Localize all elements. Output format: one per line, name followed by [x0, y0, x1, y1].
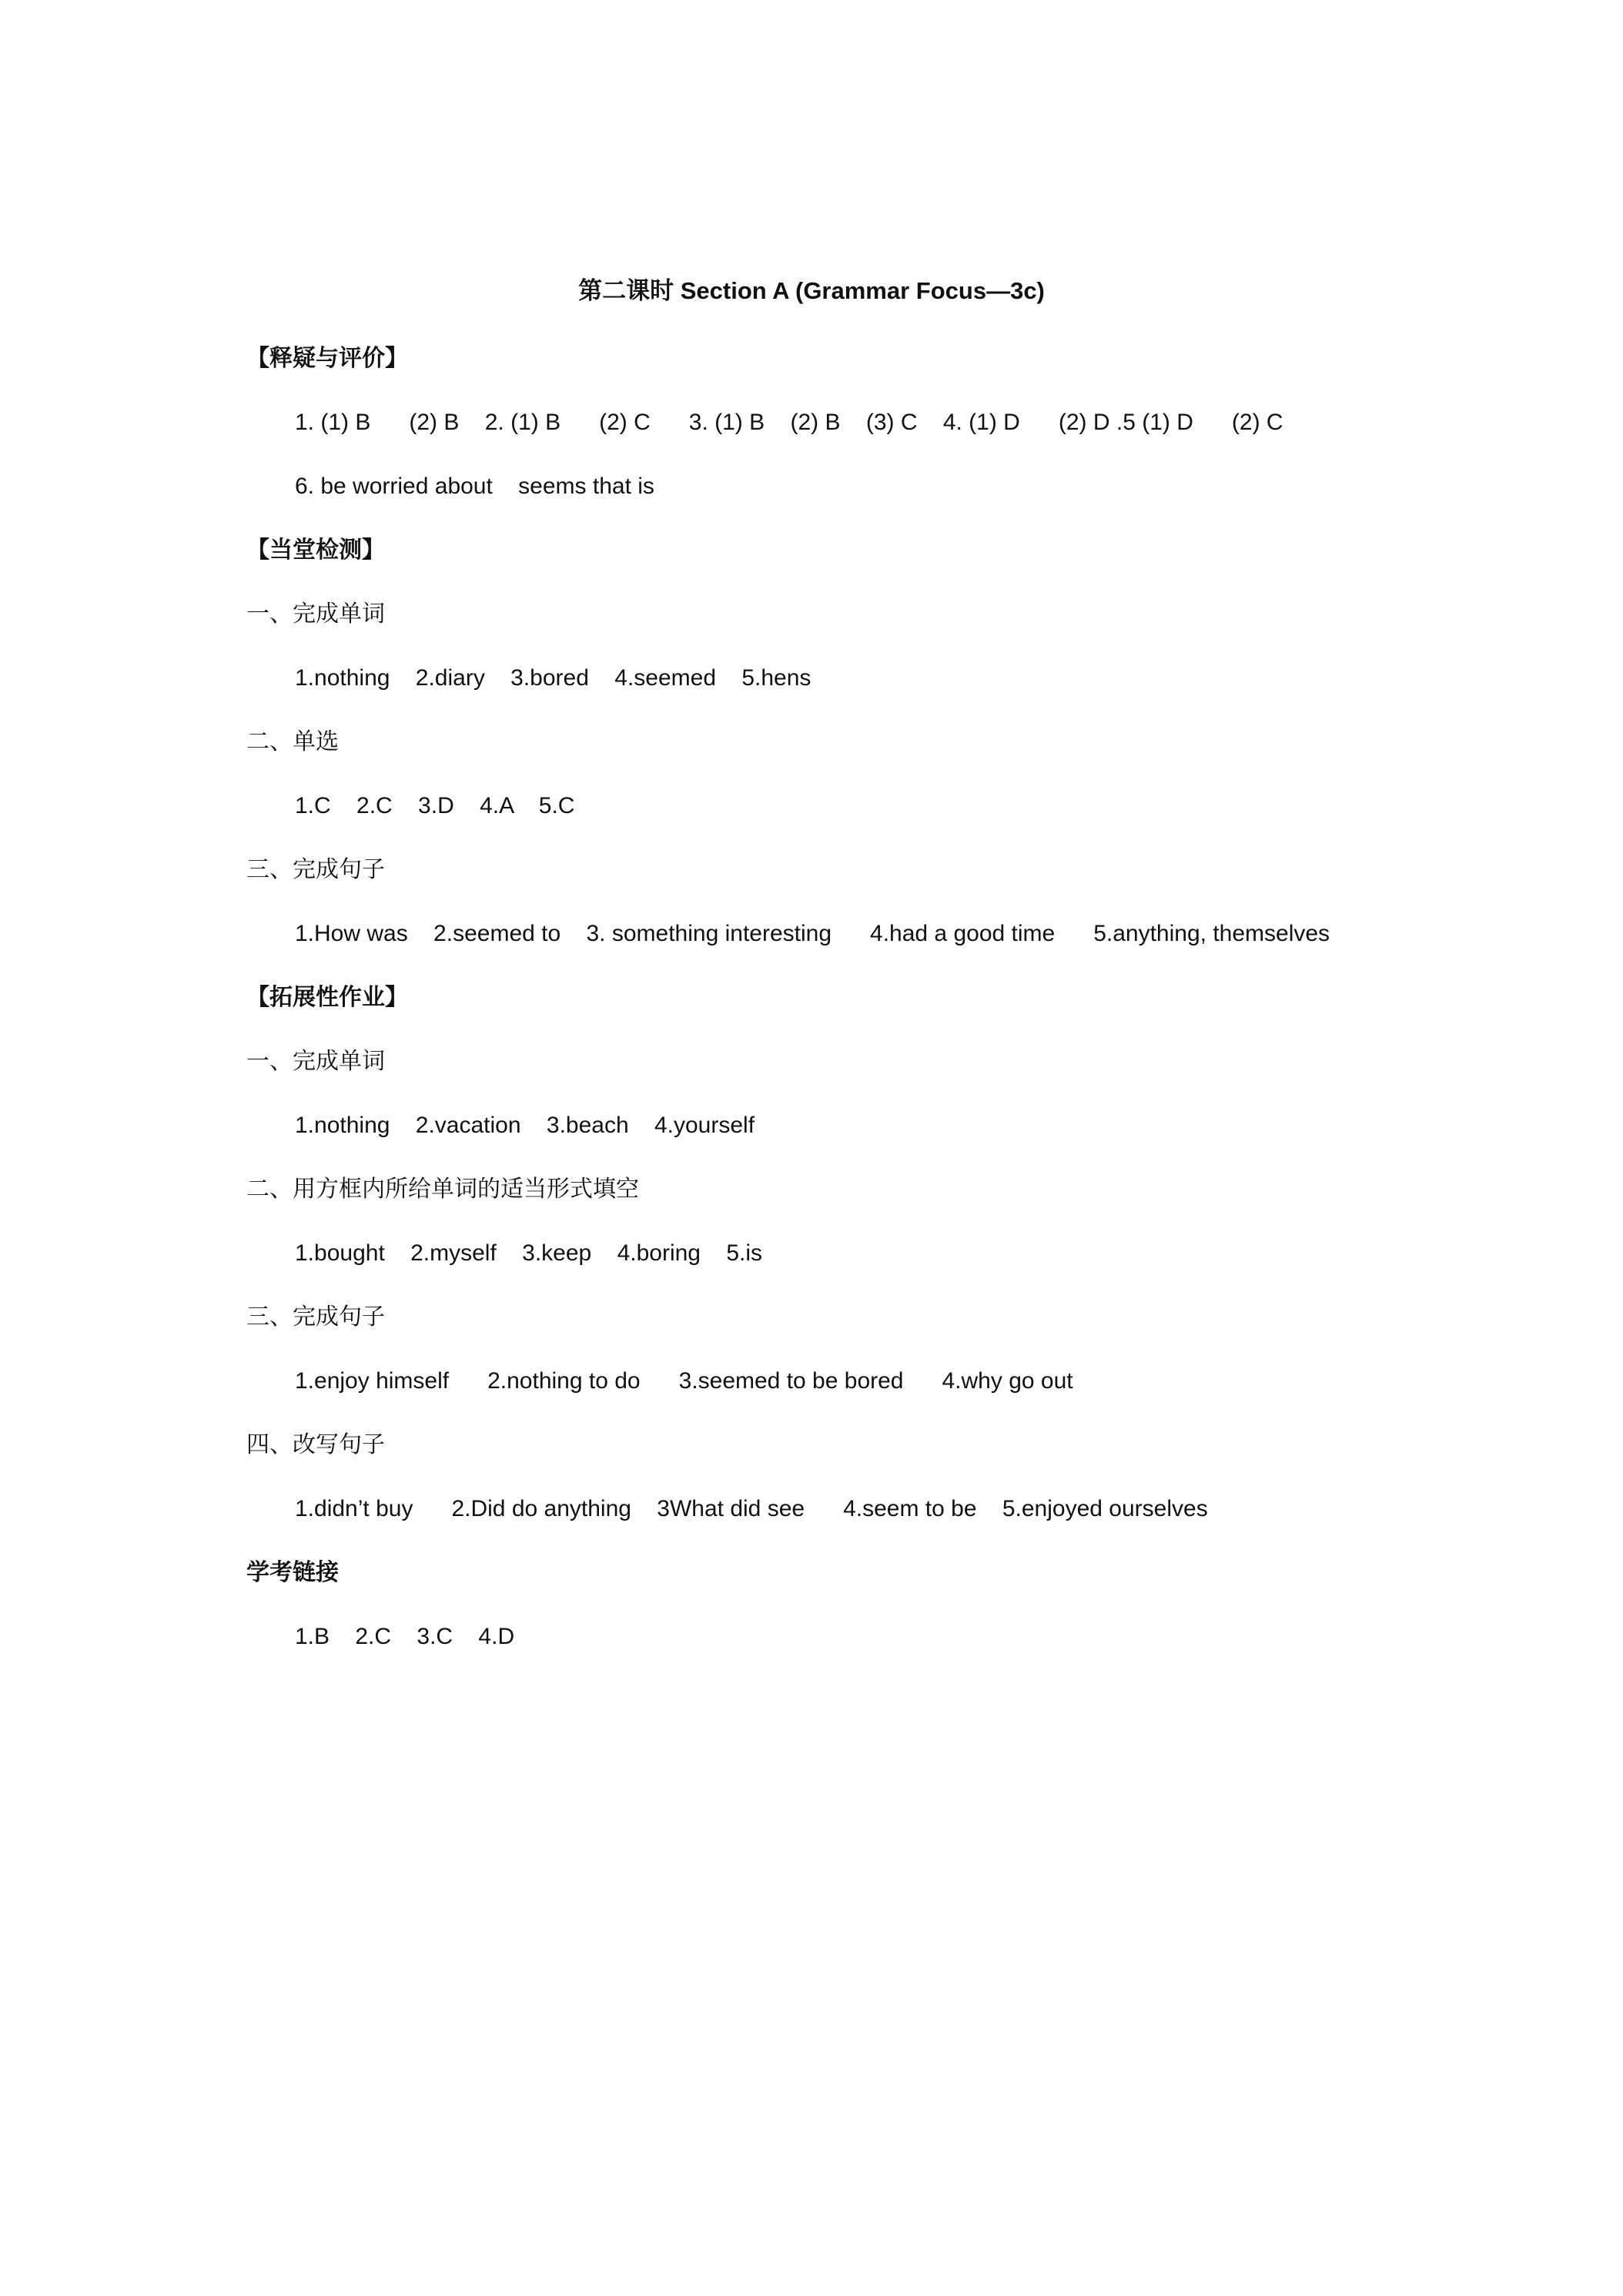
answer-line: 1.nothing 2.diary 3.bored 4.seemed 5.hens: [295, 665, 812, 691]
section-heading-extended-homework: 【拓展性作业】: [246, 985, 408, 1010]
subsection-title: 三、完成句子: [246, 1304, 385, 1330]
answer-line: 1.nothing 2.vacation 3.beach 4.yourself: [295, 1113, 755, 1138]
subsection-title: 四、改写句子: [246, 1432, 385, 1458]
answer-line: 1.How was 2.seemed to 3. something interesting 4.had a good time 5.anything, themselves: [295, 921, 1330, 946]
subsection-title: 一、完成单词: [246, 601, 385, 627]
answer-line: 1.enjoy himself 2.nothing to do 3.seemed to be bored 4.why go out: [295, 1368, 1073, 1394]
answer-line: 1.bought 2.myself 3.keep 4.boring 5.is: [295, 1240, 763, 1266]
subsection-title: 三、完成句子: [246, 857, 385, 882]
section-heading-in-class-test: 【当堂检测】: [246, 537, 385, 563]
page-title: 第二课时 Section A (Grammar Focus—3c): [578, 277, 1045, 304]
section-heading-explanation: 【释疑与评价】: [246, 346, 408, 371]
section-heading-exam-link: 学考链接: [246, 1560, 339, 1585]
subsection-title: 二、单选: [246, 729, 339, 755]
subsection-title: 二、用方框内所给单词的适当形式填空: [246, 1176, 639, 1202]
answer-line: 1.B 2.C 3.C 4.D: [295, 1624, 515, 1649]
answer-line: 1.didn’t buy 2.Did do anything 3What did see 4.seem to be 5.enjoyed ourselves: [295, 1496, 1208, 1521]
answer-line: 6. be worried about seems that is: [295, 474, 654, 499]
answer-line: 1.C 2.C 3.D 4.A 5.C: [295, 793, 575, 818]
answer-line: 1. (1) B (2) B 2. (1) B (2) C 3. (1) B (2) B (3) C 4. (1) D (2) D .5 (1) D (2) C: [295, 410, 1283, 435]
subsection-title: 一、完成单词: [246, 1049, 385, 1074]
